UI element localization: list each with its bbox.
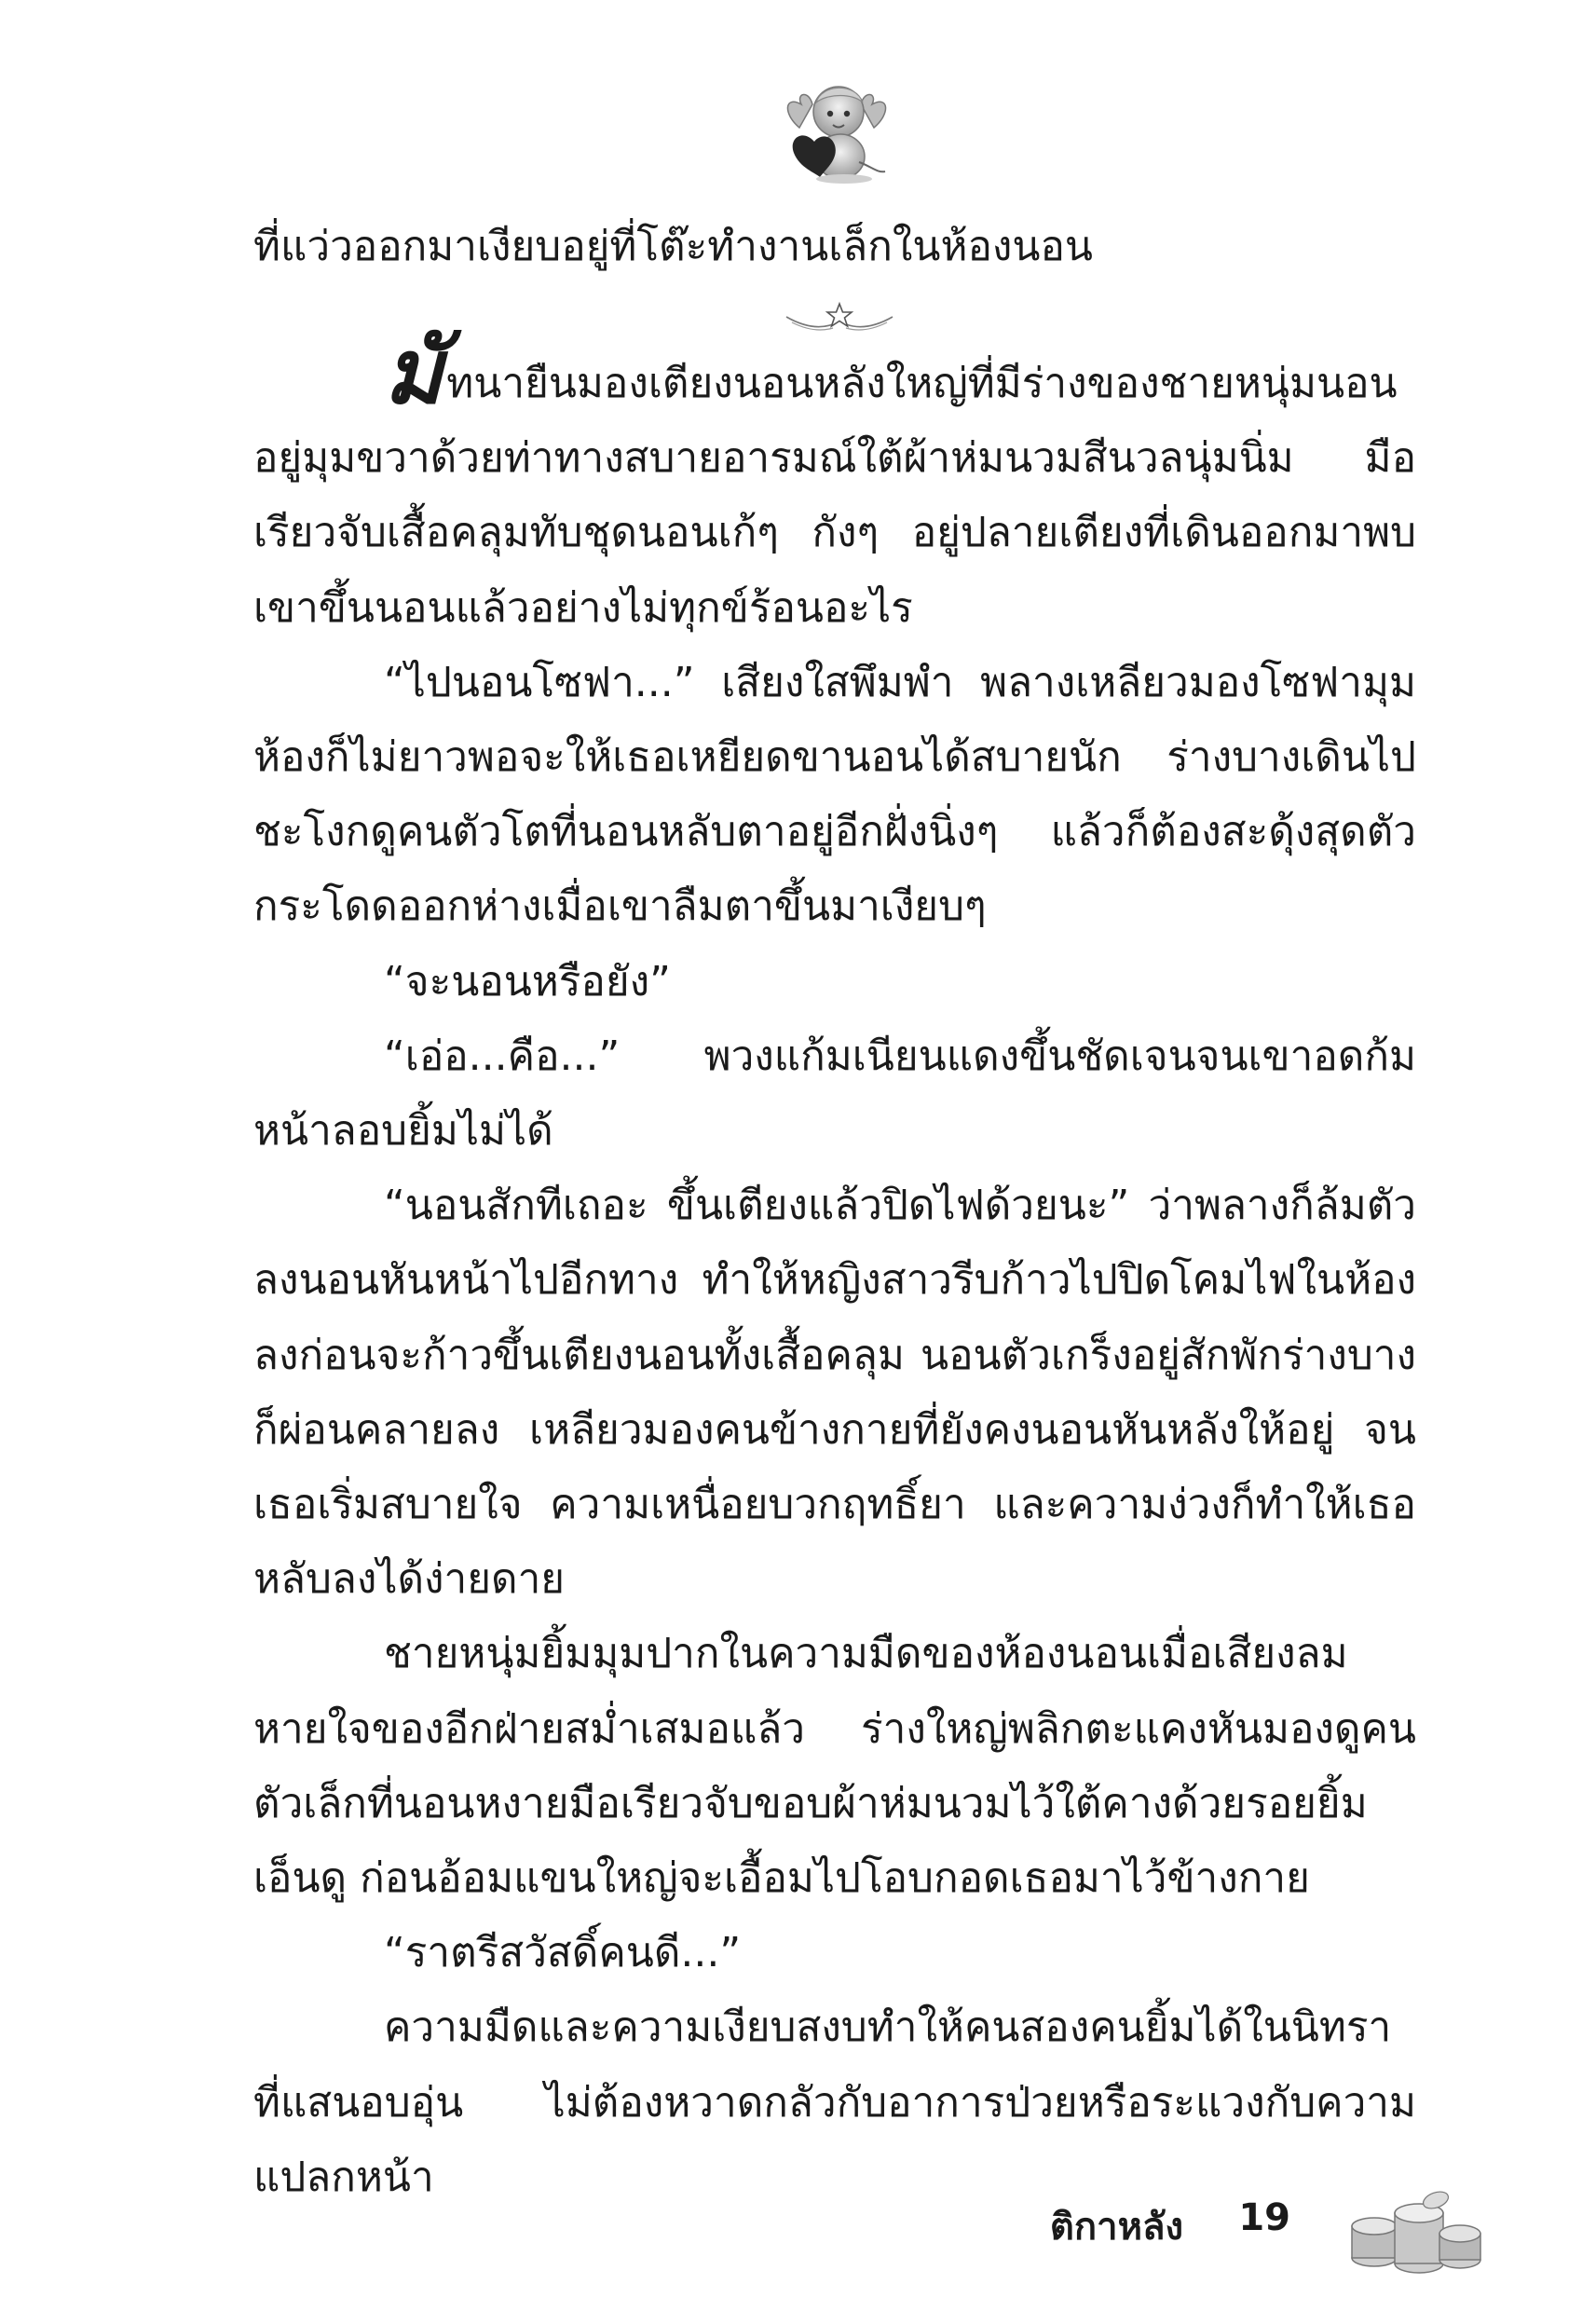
page-footer <box>927 2185 1486 2288</box>
paragraph-1 <box>253 319 1416 646</box>
paragraph-4: “เอ่อ...คือ...” พวงแก้มเนียนแดงขึ้นชัดเจนจนเขาอดก้มหน้าลอบยิ้มไม่ได้ <box>253 1032 1416 1156</box>
paragraph-7: “ราตรีสวัสดิ์คนดี...” <box>384 1929 742 1977</box>
paragraph-6: ชายหนุ่มยิ้มมุมปากในความมืดของห้องนอนเมื่อเสียงลมหายใจของอีกฝ่ายสม่ำเสมอแล้ว ร่างใหญ่พลิกตะแคงหันมองดูคนตัวเล็กที่นอนหงายมือเรียวจับขอบผ้าห่มนวมไว้ใต้คางด้วยรอยยิ้มเอ็นดู ก่อนอ้อมแขนใหญ่จะเอื้อมไปโอบกอดเธอมาไว้ข้างกาย <box>253 1630 1416 1903</box>
star-flourish-divider-icon <box>779 298 900 341</box>
paragraph-8: ความมืดและความเงียบสงบทำให้คนสองคนยิ้มได้ในนิทราที่แสนอบอุ่น ไม่ต้องหวาดกลัวกับอาการป่วยหรือระแวงกับความแปลกหน้า <box>253 2003 1416 2201</box>
cherub-holding-heart-icon <box>781 76 893 186</box>
book-title: ติกาหลัง <box>1049 2206 1183 2249</box>
paragraph-2: “ไปนอนโซฟา...” เสียงใสพึมพำ พลางเหลียวมองโซฟามุมห้องก็ไม่ยาวพอจะให้เธอเหยียดขานอนได้สบายนัก ร่างบางเดินไปชะโงกดูคนตัวโตที่นอนหลับตาอยู่อีกฝั่งนิ่งๆ แล้วก็ต้องสะดุ้งสุดตัว กระโดดออกห่างเมื่อเขาลืมตาขึ้นมาเงียบๆ <box>253 658 1416 931</box>
page-number: 19 <box>1238 2196 1290 2239</box>
opening-line: ที่แว่วออกมาเงียบอยู่ที่โต๊ะทำงานเล็กในห้องนอน <box>253 223 1093 270</box>
drop-cap: มั <box>384 319 443 424</box>
paragraph-3: “จะนอนหรือยัง” <box>384 957 671 1005</box>
body-text <box>253 319 1416 2215</box>
paragraph-5: “นอนสักทีเถอะ ขึ้นเตียงแล้วปิดไฟด้วยนะ” ว่าพลางก็ล้มตัวลงนอนหันหน้าไปอีกทาง ทำให้หญิงสาวรีบก้าวไปปิดโคมไฟในห้องลงก่อนจะก้าวขึ้นเตียงนอนทั้งเสื้อคลุม นอนตัวเกร็งอยู่สักพักร่างบางก็ผ่อนคลายลง เหลียวมองคนข้างกายที่ยังคงนอนหันหลังให้อยู่ จนเธอเริ่มสบายใจ ความเหนื่อยบวกฤทธิ์ยา และความง่วงก็ทำให้เธอหลับลงได้ง่ายดาย <box>253 1182 1416 1604</box>
coin-stack-icon <box>1346 2185 1486 2278</box>
paragraph-1-text: ทนายืนมองเตียงนอนหลังใหญ่ที่มีร่างของชายหนุ่มนอนอยู่มุมขวาด้วยท่าทางสบายอารมณ์ใต้ผ้าห่มนวมสีนวลนุ่มนิ่ม มือเรียวจับเสื้อคลุมทับชุดนอนเก้ๆ กังๆ อยู่ปลายเตียงที่เดินออกมาพบเขาขึ้นนอนแล้วอย่างไม่ทุกข์ร้อนอะไร <box>253 360 1416 632</box>
